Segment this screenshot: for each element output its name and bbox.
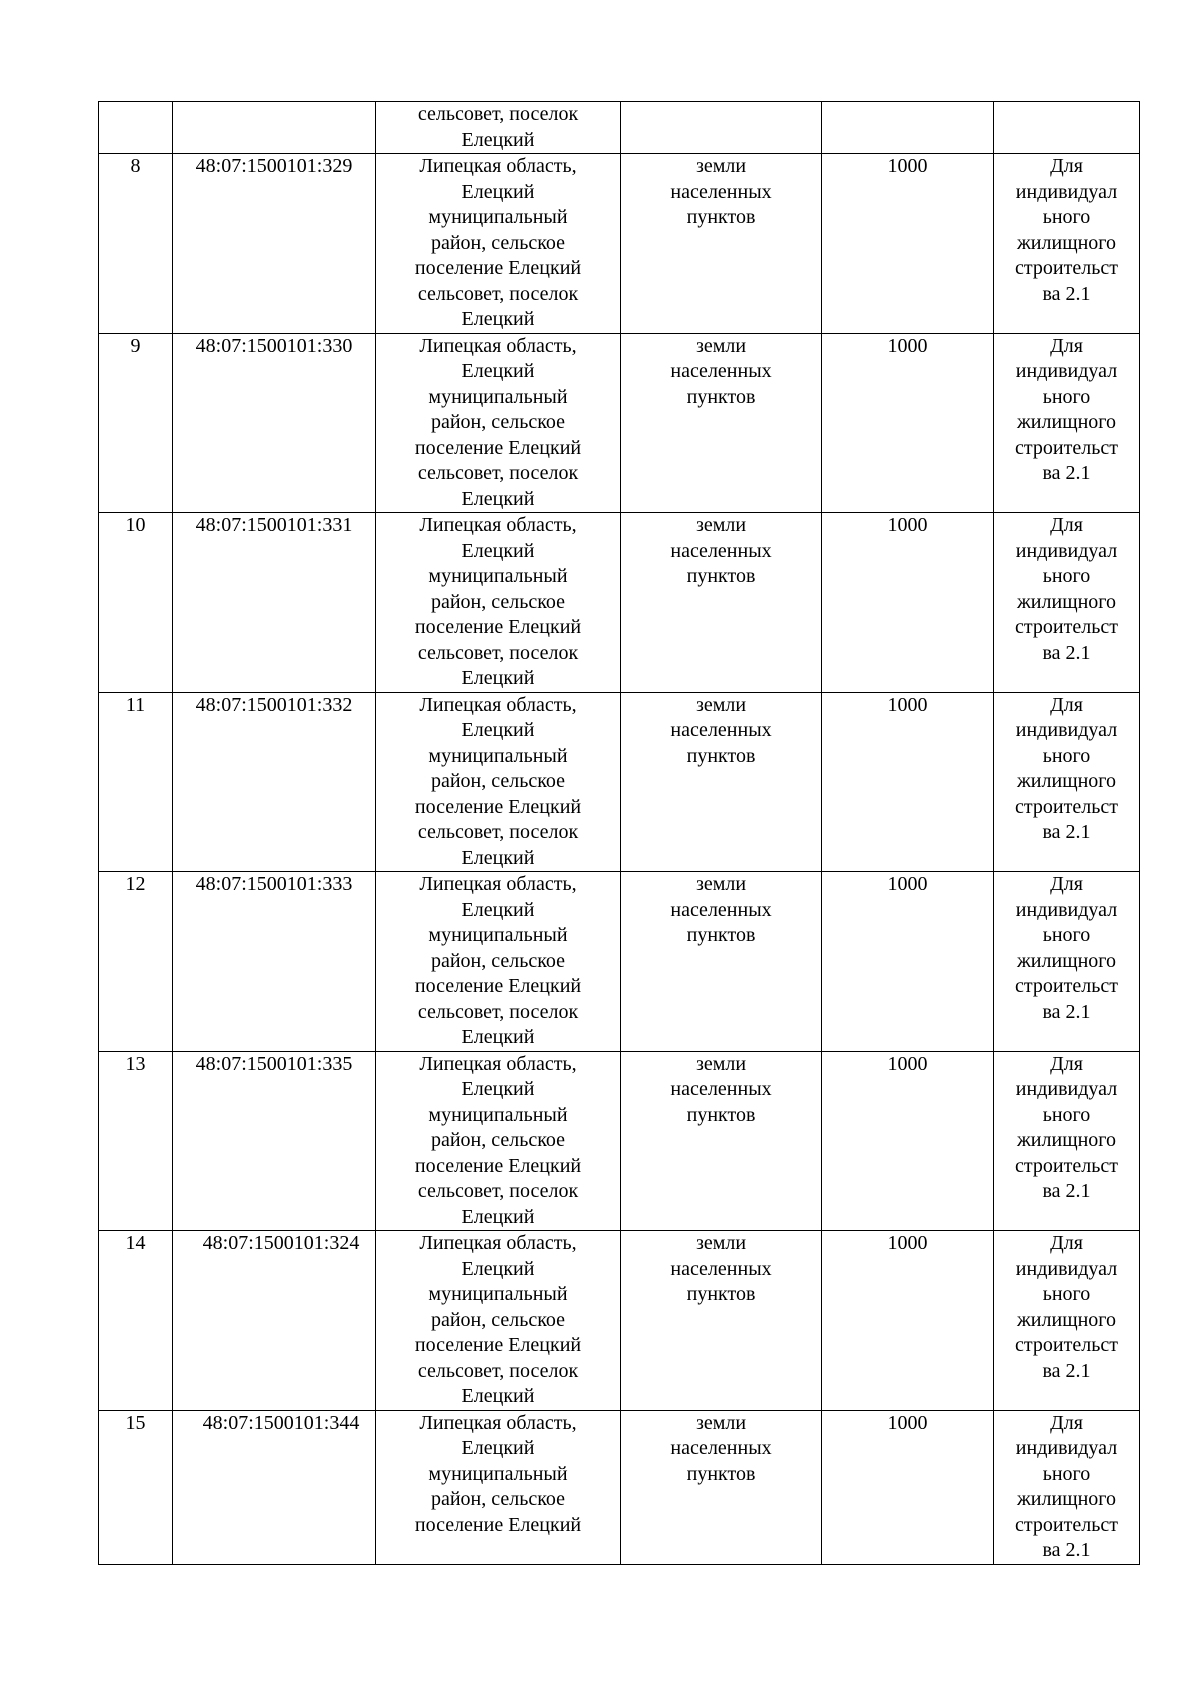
address-line: район, сельское bbox=[430, 770, 566, 792]
permitted-use-line: индивидуал bbox=[1015, 1437, 1118, 1459]
table-body bbox=[99, 102, 1140, 1565]
category-line: населенных bbox=[670, 1257, 772, 1280]
permitted-use-line: ва 2.1 bbox=[1042, 282, 1091, 305]
cell-permitted-use bbox=[994, 1231, 1140, 1411]
permitted-use-line: ва 2.1 bbox=[1042, 641, 1091, 664]
address-line: поселение Елецкий bbox=[414, 436, 582, 459]
cell-land-category bbox=[621, 154, 822, 334]
permitted-use-line: ьного bbox=[1042, 385, 1091, 408]
permitted-use-line: индивидуал bbox=[1015, 898, 1118, 921]
permitted-use-line: индивидуал bbox=[1015, 539, 1118, 562]
address-line: муниципальный bbox=[428, 1462, 568, 1485]
cell-permitted-use bbox=[994, 154, 1140, 334]
permitted-use-line: ьного bbox=[1042, 744, 1091, 767]
permitted-use-line: жилищного bbox=[1016, 231, 1116, 254]
cell-area: 1000 bbox=[822, 1410, 994, 1564]
address-line: Елецкий bbox=[461, 360, 535, 382]
cell-land-category bbox=[621, 692, 822, 872]
cell-permitted-use bbox=[994, 513, 1140, 693]
permitted-use-line: строительст bbox=[1015, 436, 1118, 459]
permitted-use-line: ьного bbox=[1042, 565, 1091, 587]
permitted-use-line: Для bbox=[1050, 1052, 1083, 1075]
cell-cadastral-number bbox=[173, 102, 376, 154]
address-line: Липецкая область, bbox=[419, 334, 577, 357]
address-line: поселение Елецкий bbox=[414, 1154, 582, 1177]
cell-area: 1000 bbox=[822, 692, 994, 872]
permitted-use-line: ьного bbox=[1042, 1462, 1091, 1485]
cell-area: 1000 bbox=[822, 1051, 994, 1231]
table-row bbox=[99, 692, 1140, 872]
address-line: муниципальный bbox=[428, 206, 568, 228]
permitted-use-line: Для bbox=[1050, 1232, 1083, 1254]
address-line: Липецкая область, bbox=[419, 155, 577, 177]
table-row bbox=[99, 154, 1140, 334]
category-line: пунктов bbox=[686, 744, 756, 767]
address-line: поселение Елецкий bbox=[414, 257, 582, 279]
table-row bbox=[99, 1051, 1140, 1231]
address-line: поселение Елецкий bbox=[414, 1334, 582, 1356]
permitted-use-line: ва 2.1 bbox=[1042, 1539, 1091, 1561]
address-line: сельсовет, поселок bbox=[417, 821, 579, 843]
address-line: поселение Елецкий bbox=[414, 616, 582, 638]
permitted-use-line: жилищного bbox=[1016, 1129, 1116, 1151]
address-line: муниципальный bbox=[428, 744, 568, 767]
permitted-use-line: индивидуал bbox=[1015, 1257, 1118, 1280]
address-line: поселение Елецкий bbox=[414, 975, 582, 997]
cell-permitted-use bbox=[994, 333, 1140, 513]
address-line: Елецкий bbox=[461, 308, 535, 330]
cell-address bbox=[376, 513, 621, 693]
permitted-use-line: строительст bbox=[1015, 1334, 1118, 1356]
table-row bbox=[99, 1231, 1140, 1411]
permitted-use-line: ва 2.1 bbox=[1042, 1000, 1091, 1023]
cell-number: 13 bbox=[99, 1051, 173, 1231]
address-line: Липецкая область, bbox=[419, 1052, 577, 1075]
category-line: пунктов bbox=[686, 385, 756, 408]
cell-number: 12 bbox=[99, 872, 173, 1052]
table-row bbox=[99, 333, 1140, 513]
cell-land-category bbox=[621, 1051, 822, 1231]
cell-cadastral-number: 48:07:1500101:335 bbox=[173, 1051, 376, 1231]
cell-land-category bbox=[621, 1231, 822, 1411]
cell-land-category bbox=[621, 333, 822, 513]
permitted-use-line: жилищного bbox=[1016, 770, 1116, 792]
cell-number: 15 bbox=[99, 1410, 173, 1564]
address-line: район, сельское bbox=[430, 1488, 566, 1510]
category-line: населенных bbox=[670, 1437, 772, 1459]
permitted-use-line: жилищного bbox=[1016, 1308, 1116, 1331]
permitted-use-line: индивидуал bbox=[1015, 1078, 1118, 1100]
cell-number: 11 bbox=[99, 692, 173, 872]
table-row-continuation bbox=[99, 102, 1140, 154]
cell-address bbox=[376, 1410, 621, 1564]
cell-address bbox=[376, 1231, 621, 1411]
cell-address bbox=[376, 154, 621, 334]
cell-area: 1000 bbox=[822, 154, 994, 334]
cell-address bbox=[376, 102, 621, 154]
permitted-use-line: индивидуал bbox=[1015, 719, 1118, 741]
cell-land-category bbox=[621, 102, 822, 154]
category-line: земли bbox=[695, 334, 747, 357]
cell-address bbox=[376, 872, 621, 1052]
cell-cadastral-number: 48:07:1500101:333 bbox=[173, 872, 376, 1052]
cell-address bbox=[376, 1051, 621, 1231]
address-line: Елецкий bbox=[461, 487, 535, 510]
address-line: муниципальный bbox=[428, 1103, 568, 1126]
address-line: муниципальный bbox=[428, 565, 568, 587]
permitted-use-line: Для bbox=[1050, 514, 1083, 536]
cell-number: 9 bbox=[99, 333, 173, 513]
cell-land-category bbox=[621, 513, 822, 693]
category-line: земли bbox=[695, 514, 747, 536]
permitted-use-line: ьного bbox=[1042, 924, 1091, 946]
cell-permitted-use bbox=[994, 872, 1140, 1052]
cell-cadastral-number: 48:07:1500101:324 bbox=[173, 1231, 376, 1411]
category-line: населенных bbox=[670, 360, 772, 382]
category-line: населенных bbox=[670, 1078, 772, 1100]
category-line: земли bbox=[695, 1411, 747, 1434]
address-line: поселение Елецкий bbox=[414, 1513, 582, 1536]
address-line: сельсовет, поселок bbox=[417, 1359, 579, 1382]
table-row bbox=[99, 872, 1140, 1052]
cell-number bbox=[99, 102, 173, 154]
table-row bbox=[99, 1410, 1140, 1564]
permitted-use-line: ва 2.1 bbox=[1042, 1180, 1091, 1202]
address-line: сельсовет, поселок bbox=[417, 282, 579, 305]
address-line: Елецкий bbox=[461, 128, 535, 151]
cell-number: 14 bbox=[99, 1231, 173, 1411]
permitted-use-line: Для bbox=[1050, 155, 1083, 177]
address-line: сельсовет, поселок bbox=[417, 641, 579, 664]
permitted-use-line: Для bbox=[1050, 693, 1083, 716]
permitted-use-line: жилищного bbox=[1016, 411, 1116, 433]
cell-cadastral-number: 48:07:1500101:332 bbox=[173, 692, 376, 872]
category-line: пунктов bbox=[686, 1103, 756, 1126]
cell-permitted-use bbox=[994, 102, 1140, 154]
address-line: Елецкий bbox=[461, 846, 535, 869]
permitted-use-line: ьного bbox=[1042, 206, 1091, 228]
category-line: земли bbox=[695, 155, 747, 177]
cell-cadastral-number: 48:07:1500101:331 bbox=[173, 513, 376, 693]
permitted-use-line: строительст bbox=[1015, 1513, 1118, 1536]
address-line: Елецкий bbox=[461, 667, 535, 689]
address-line: Елецкий bbox=[461, 180, 535, 203]
cell-cadastral-number: 48:07:1500101:330 bbox=[173, 333, 376, 513]
permitted-use-line: ва 2.1 bbox=[1042, 1359, 1091, 1382]
address-line: муниципальный bbox=[428, 385, 568, 408]
permitted-use-line: строительст bbox=[1015, 1154, 1118, 1177]
cell-land-category bbox=[621, 1410, 822, 1564]
cell-cadastral-number: 48:07:1500101:344 bbox=[173, 1410, 376, 1564]
permitted-use-line: индивидуал bbox=[1015, 180, 1118, 203]
category-line: пунктов bbox=[686, 206, 756, 228]
category-line: пунктов bbox=[686, 565, 756, 587]
cell-area: 1000 bbox=[822, 513, 994, 693]
category-line: пунктов bbox=[686, 924, 756, 946]
cell-address bbox=[376, 692, 621, 872]
category-line: населенных bbox=[670, 539, 772, 562]
address-line: поселение Елецкий bbox=[414, 795, 582, 818]
cell-number: 10 bbox=[99, 513, 173, 693]
address-line: Елецкий bbox=[461, 719, 535, 741]
cell-address bbox=[376, 333, 621, 513]
category-line: земли bbox=[695, 693, 747, 716]
cell-permitted-use bbox=[994, 1051, 1140, 1231]
permitted-use-line: строительст bbox=[1015, 616, 1118, 638]
cell-permitted-use bbox=[994, 1410, 1140, 1564]
permitted-use-line: строительст bbox=[1015, 975, 1118, 997]
category-line: земли bbox=[695, 1232, 747, 1254]
address-line: район, сельское bbox=[430, 1129, 566, 1151]
permitted-use-line: индивидуал bbox=[1015, 360, 1118, 382]
category-line: пунктов bbox=[686, 1283, 756, 1305]
cell-area bbox=[822, 102, 994, 154]
address-line: район, сельское bbox=[430, 411, 566, 433]
permitted-use-line: жилищного bbox=[1016, 1488, 1116, 1510]
table-row bbox=[99, 513, 1140, 693]
address-line: район, сельское bbox=[430, 590, 566, 613]
cell-number: 8 bbox=[99, 154, 173, 334]
permitted-use-line: Для bbox=[1050, 334, 1083, 357]
address-line: Елецкий bbox=[461, 898, 535, 921]
land-plots-table bbox=[98, 101, 1140, 1565]
address-line: Елецкий bbox=[461, 1078, 535, 1100]
permitted-use-line: ьного bbox=[1042, 1103, 1091, 1126]
address-line: Липецкая область, bbox=[419, 693, 577, 716]
permitted-use-line: ва 2.1 bbox=[1042, 462, 1091, 484]
category-line: населенных bbox=[670, 719, 772, 741]
address-line: сельсовет, поселок bbox=[417, 1180, 579, 1202]
address-line: район, сельское bbox=[430, 1308, 566, 1331]
address-line: муниципальный bbox=[428, 924, 568, 946]
address-line: Елецкий bbox=[461, 1257, 535, 1280]
address-line: Елецкий bbox=[461, 539, 535, 562]
permitted-use-line: Для bbox=[1050, 1411, 1083, 1434]
permitted-use-line: жилищного bbox=[1016, 590, 1116, 613]
cell-permitted-use bbox=[994, 692, 1140, 872]
cell-area: 1000 bbox=[822, 333, 994, 513]
category-line: населенных bbox=[670, 180, 772, 203]
category-line: населенных bbox=[670, 898, 772, 921]
address-line: Елецкий bbox=[461, 1205, 535, 1228]
category-line: пунктов bbox=[686, 1462, 756, 1485]
address-line: Липецкая область, bbox=[419, 1232, 577, 1254]
permitted-use-line: жилищного bbox=[1016, 949, 1116, 972]
address-line: Липецкая область, bbox=[419, 514, 577, 536]
permitted-use-line: ьного bbox=[1042, 1283, 1091, 1305]
cell-land-category bbox=[621, 872, 822, 1052]
address-line: сельсовет, поселок bbox=[417, 1000, 579, 1023]
address-line: Елецкий bbox=[461, 1437, 535, 1459]
address-line: район, сельское bbox=[430, 949, 566, 972]
permitted-use-line: ва 2.1 bbox=[1042, 821, 1091, 843]
address-line: Липецкая область, bbox=[419, 1411, 577, 1434]
address-line: Елецкий bbox=[461, 1026, 535, 1048]
cell-area: 1000 bbox=[822, 872, 994, 1052]
cell-cadastral-number: 48:07:1500101:329 bbox=[173, 154, 376, 334]
address-line: Липецкая область, bbox=[419, 873, 577, 895]
permitted-use-line: строительст bbox=[1015, 795, 1118, 818]
permitted-use-line: строительст bbox=[1015, 257, 1118, 279]
cell-area: 1000 bbox=[822, 1231, 994, 1411]
address-line: сельсовет, поселок bbox=[417, 462, 579, 484]
category-line: земли bbox=[695, 873, 747, 895]
address-line: сельсовет, поселок bbox=[417, 103, 579, 125]
address-line: район, сельское bbox=[430, 231, 566, 254]
permitted-use-line: Для bbox=[1050, 873, 1083, 895]
category-line: земли bbox=[695, 1052, 747, 1075]
address-line: муниципальный bbox=[428, 1283, 568, 1305]
address-line: Елецкий bbox=[461, 1385, 535, 1407]
